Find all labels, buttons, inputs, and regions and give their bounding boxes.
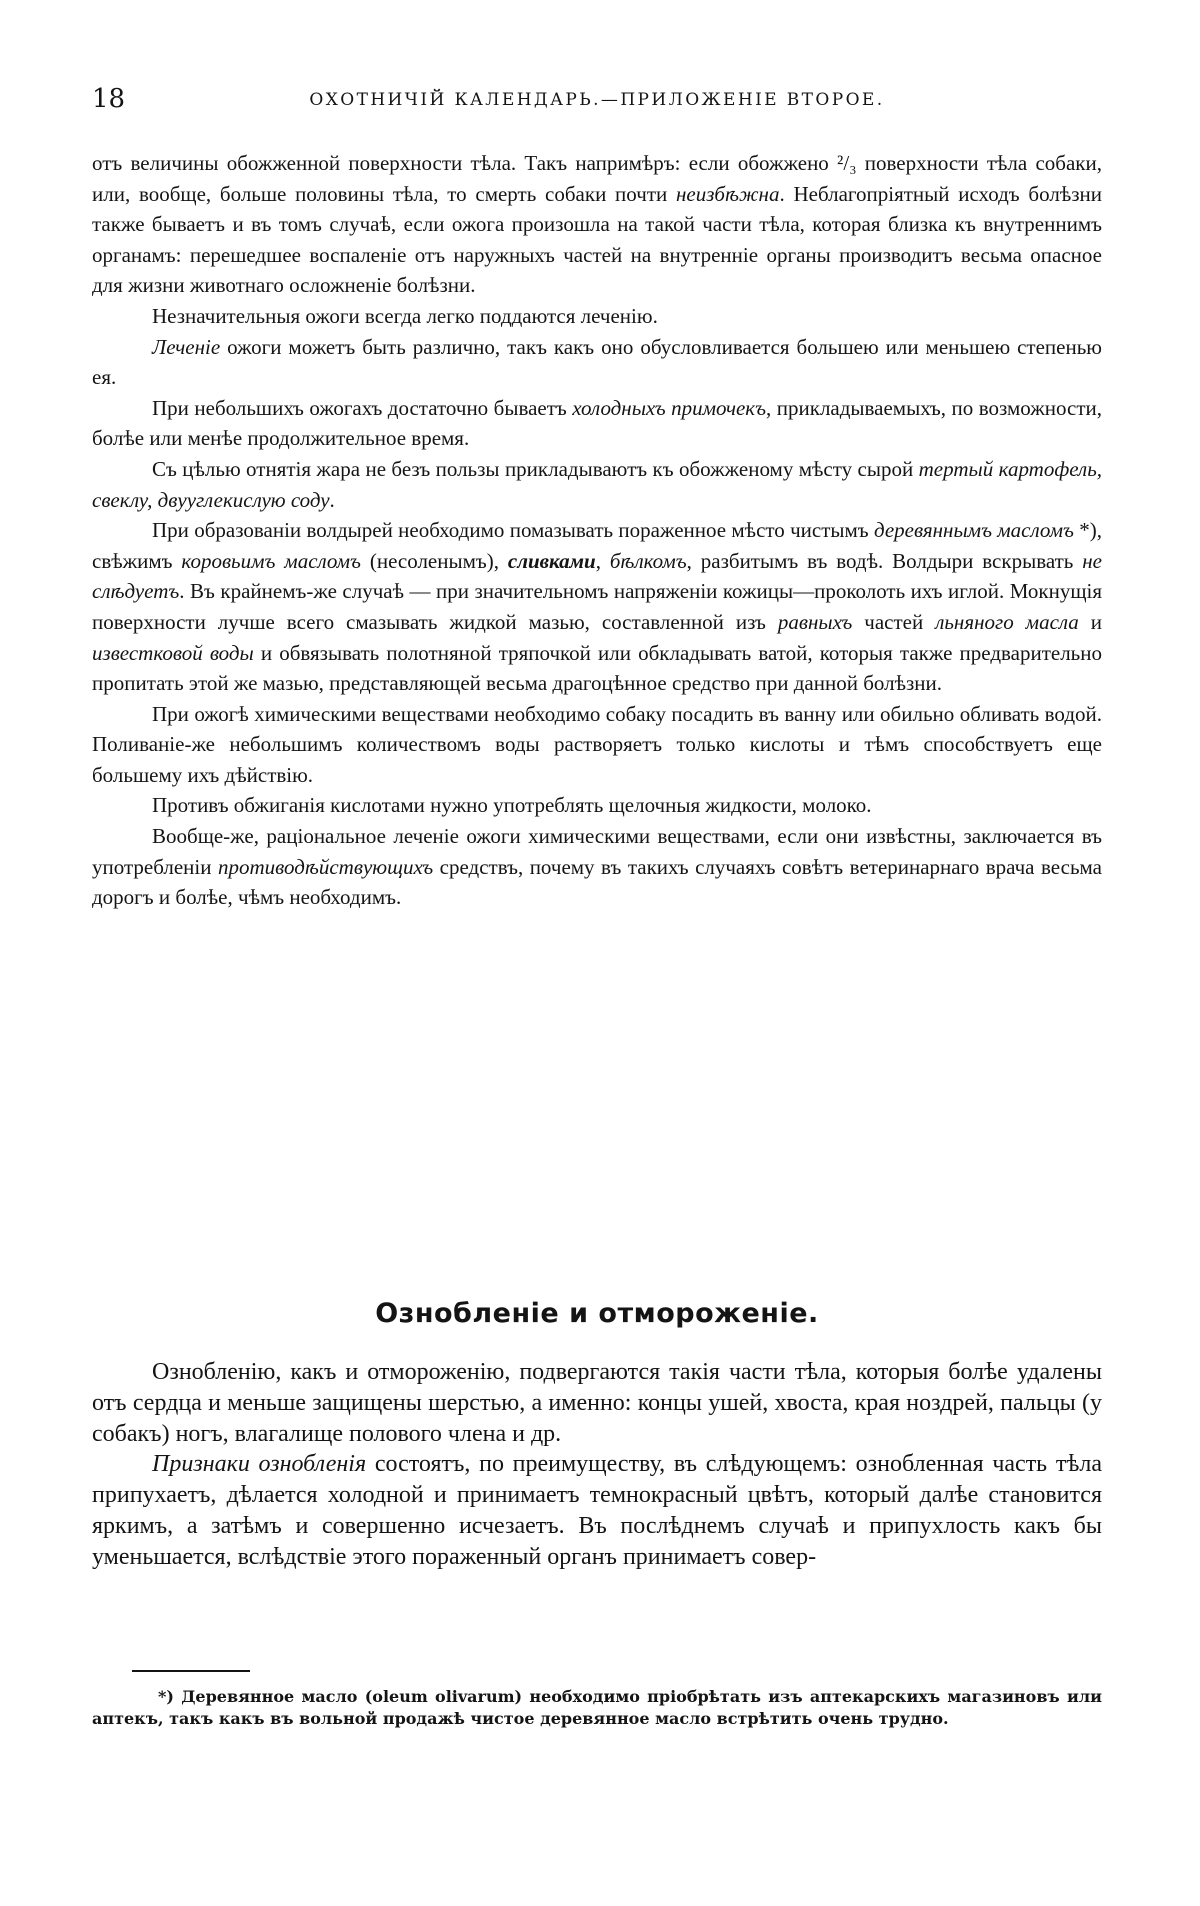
- emphasis-text: льняного масла: [935, 609, 1079, 634]
- text-run: Незначительныя ожоги всегда легко поддаются леченію.: [152, 303, 658, 328]
- paragraph: [92, 332, 1102, 393]
- paragraph: [92, 515, 1102, 699]
- section-text: [92, 1357, 1102, 1573]
- text-run: средствъ, почему въ такихъ случаяхъ совѣтъ ветеринарнаго врача весьма дорогъ и болѣе, чѣмъ необходимъ.: [92, 854, 1102, 910]
- text-run: При небольшихъ ожогахъ достаточно бываетъ: [152, 395, 573, 420]
- emphasis-text: деревяннымъ масломъ: [873, 518, 1074, 543]
- text-run: При образованіи волдырей необходимо помазывать пораженное мѣсто чистымъ: [152, 518, 874, 543]
- footnote: *) Деревянное масло (oleum olivarum) необходимо пріобрѣтать изъ аптекарскихъ магазиновъ или аптекъ, такъ какъ въ вольной продажѣ чистое деревянное масло встрѣтить очень трудно.: [92, 1687, 1102, 1728]
- paragraph: [92, 301, 1102, 332]
- text-run: состоятъ, по преимуществу, въ слѣдующемъ: ознобленная часть тѣла припухаетъ, дѣлается холодной и принимаетъ темнокрасный цвѣтъ, который далѣе становится яркимъ, а затѣмъ и совершенно исчезаетъ. Въ послѣднемъ случаѣ и припухлость какъ бы уменьшается, вслѣдствіе этого пораженный органъ принимаетъ совер-: [92, 1451, 1102, 1570]
- paragraph: [92, 393, 1102, 454]
- text-run: частей: [852, 609, 936, 634]
- emphasis-text: равныхъ: [777, 609, 853, 634]
- text-run: Ознобленію, какъ и отмороженію, подвергаются такія части тѣла, которыя болѣе удалены отъ сердца и меньше защищены шерстью, а именно: концы ушей, хвоста, края ноздрей, пальцы (у собакъ) ногъ, влагалище полового члена и др.: [92, 1359, 1102, 1447]
- section-title: Ознобленіе и отмороженіе.: [375, 1298, 819, 1329]
- emphasis-text: бѣлкомъ: [609, 548, 687, 573]
- emphasis-text: неизбѣжна: [676, 181, 780, 206]
- text-run: , разбитымъ въ водѣ. Волдыри вскрывать: [686, 548, 1083, 573]
- page-number: 18: [92, 84, 126, 114]
- text-run: . Неблагопріятный исходъ болѣзни также бываетъ и въ томъ случаѣ, если ожога произошла на такой части тѣла, которая близка къ внутреннимъ органамъ: перешедшее воспаленіе отъ наружныхъ частей на внутренніе органы производитъ весьма опасное для жизни животнаго осложненіе болѣзни.: [92, 181, 1102, 298]
- emphasis-text: не слѣдуетъ: [92, 548, 1102, 604]
- running-head: ОХОТНИЧІЙ КАЛЕНДАРЬ.—ПРИЛОЖЕНІЕ ВТОРОЕ.: [309, 90, 885, 110]
- emphasis-text: коровьимъ масломъ: [181, 548, 361, 573]
- page-header: [92, 78, 1102, 118]
- paragraph: [92, 454, 1102, 515]
- emphasis-text: противодѣйствующихъ: [218, 854, 434, 879]
- paragraph: [92, 699, 1102, 791]
- text-run: , прикладываемыхъ, по возможности, болѣе или менѣе продолжительное время.: [92, 395, 1103, 451]
- emphasis-text: тертый картофель, свеклу, двууглекислую соду: [92, 456, 1102, 512]
- emphasis-text: Признаки ознобленія: [152, 1451, 367, 1478]
- paragraph: [92, 148, 1102, 301]
- emphasis-text: известковой воды: [92, 640, 254, 665]
- text-run: (несоленымъ),: [360, 548, 508, 573]
- text-run: Противъ обжиганія кислотами нужно употреблять щелочныя жидкости, молоко.: [152, 793, 872, 818]
- text-run: ,: [595, 548, 610, 573]
- text-run: ожоги можетъ быть различно, такъ какъ оно обусловливается большею или меньшею степенью ея.: [92, 334, 1102, 390]
- text-run: *), свѣжимъ: [92, 518, 1102, 573]
- footnote-divider: [132, 1670, 250, 1672]
- main-text: [92, 148, 1102, 913]
- text-run: При ожогѣ химическими веществами необходимо собаку посадить въ ванну или обильно обливать водой. Поливаніе-же небольшимъ количествомъ воды растворяетъ только кислоты и тѣмъ способствуетъ еще большему ихъ дѣйствію.: [92, 701, 1102, 787]
- text-run: Вообще-же, раціональное леченіе ожоги химическими веществами, если они извѣстны, заключается въ употребленіи: [92, 824, 1102, 879]
- text-run: Съ цѣлью отнятія жара не безъ пользы прикладываютъ къ обожженому мѣсту сырой: [152, 456, 919, 481]
- emphasis-text: Леченіе: [152, 334, 221, 359]
- paragraph: [92, 1449, 1102, 1572]
- text-run: и: [1078, 609, 1103, 634]
- paragraph: [92, 790, 1102, 821]
- emphasis-text: холодныхъ примочекъ: [572, 395, 767, 420]
- paragraph: [92, 1357, 1102, 1449]
- text-run: отъ величины обожженной поверхности тѣла. Такъ напримѣръ: если обожжено ²/₃ поверхности тѣла собаки, или, вообще, больше половины тѣла, то смерть собаки почти: [92, 151, 1102, 206]
- text-run: . Въ крайнемъ-же случаѣ — при значительномъ напряженіи кожицы—проколоть ихъ иглой. Мокнущія поверхности лучше всего смазывать жидкой мазью, составленной изъ: [92, 579, 1102, 634]
- emphasis-text: сливками: [507, 548, 596, 573]
- paragraph: [92, 821, 1102, 913]
- text-run: и обвязывать полотняной тряпочкой или обкладывать ватой, которыя также предварительно пропитать этой же мазью, представляющей весьма драгоцѣнное средство при данной болѣзни.: [92, 640, 1103, 696]
- text-run: .: [329, 487, 335, 512]
